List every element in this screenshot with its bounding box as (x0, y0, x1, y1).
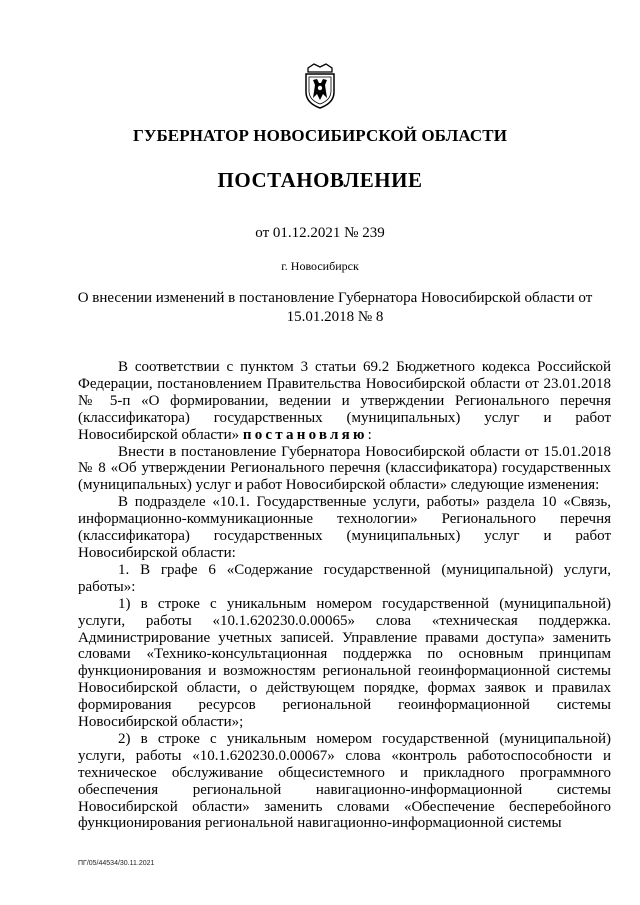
paragraph-item-1: 1. В графе 6 «Содержание государственной (муниципальной) услуги, работы»: (78, 561, 611, 595)
paragraph-subitem-2: 2) в строке с уникальным номером государственной (муниципальной) услуги, работы «10.1.620230.0.00067» слова «контроль работоспособности и техническое обслуживание общесистемного и прикладного программного обеспечения региональной навигационно-информационной системы Новосибирской области» заменить словами «Обеспечение бесперебойного функционирования региональной навигационно-информационной системы (78, 730, 611, 832)
document-body (78, 359, 611, 832)
paragraph-preamble (78, 359, 611, 444)
document-type-title: ПОСТАНОВЛЕНИЕ (217, 168, 423, 192)
city-line: г. Новосибирск (281, 259, 359, 273)
coat-of-arms-icon (300, 58, 340, 110)
paragraph-subitem-1: 1) в строке с уникальным номером государственной (муниципальной) услуги, работы «10.1.620230.0.00065» слова «техническая поддержка. Администрирование учетных записей. Управление правами доступа» заменить словами «Технико-консультационная поддержка по основным принципам функционирования и возможностям региональной геоинформационной системы Новосибирской области, о действующем порядке, формах заявок и правилах формирования ресурсов региональной геоинформационной системы Новосибирской области»; (78, 595, 611, 731)
decree-word: постановляю (242, 426, 368, 443)
governor-title: ГУБЕРНАТОР НОВОСИБИРСКОЙ ОБЛАСТИ (132, 126, 508, 145)
paragraph-subsection: В подразделе «10.1. Государственные услуги, работы» раздела 10 «Связь, информационно-коммуникационные технологии» Регионального перечня (классификатора) государственных (муниципальных) услуг и работ Новосибирской области: (78, 494, 611, 561)
date-number-line: от 01.12.2021 № 239 (255, 225, 385, 241)
document-subject: О внесении изменений в постановление Губернатора Новосибирской области от 15.01.2018 № 8 (77, 290, 593, 325)
footer-code: ПГ/05/44534/30.11.2021 (78, 860, 155, 867)
paragraph-amend: Внести в постановление Губернатора Новосибирской области от 15.01.2018 № 8 «Об утверждении Регионального перечня (классификатора) государственных (муниципальных) услуг и работ Новосибирской области» следующие изменения: (78, 443, 611, 494)
preamble-colon: : (367, 426, 372, 443)
preamble-text: В соответствии с пунктом 3 статьи 69.2 Бюджетного кодекса Российской Федерации, постановлением Правительства Новосибирской области от 23.01.2018 № 5-п «О формировании, ведении и утверждении Регионального перечня (классификатора) государственных (муниципальных) услуг и работ Новосибирской области» (78, 359, 611, 443)
